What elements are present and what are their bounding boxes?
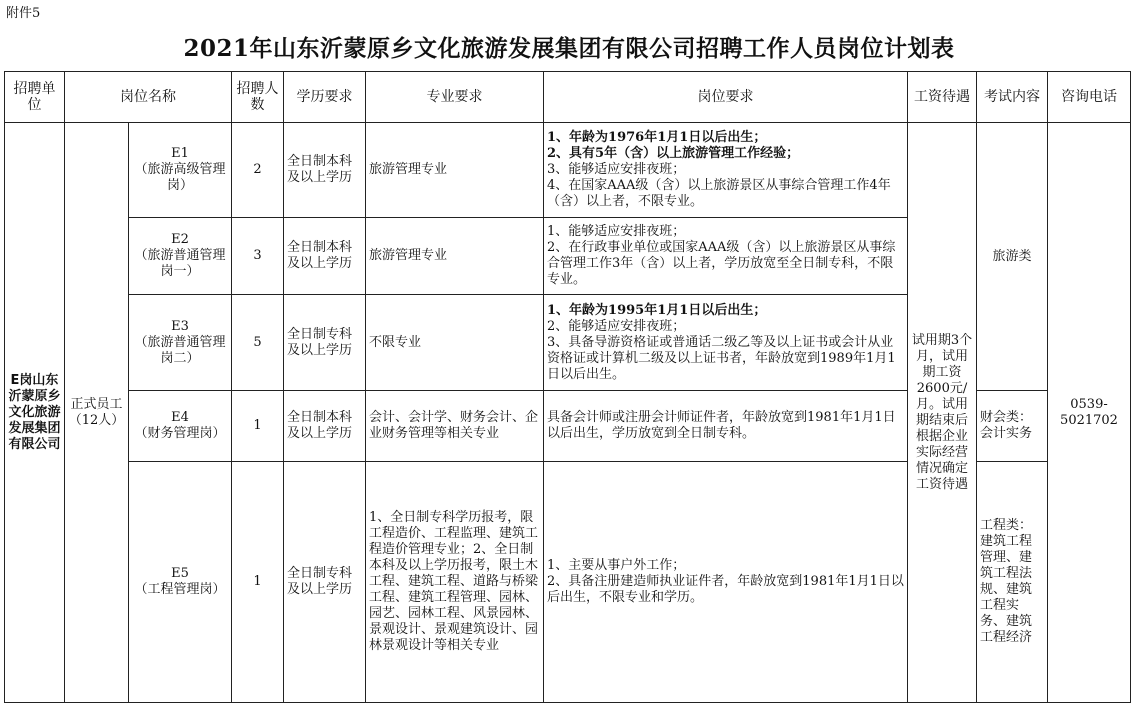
major-cell: 旅游管理专业	[366, 218, 544, 295]
education-cell: 全日制本科及以上学历	[284, 123, 366, 218]
requirement-line: 1、年龄为1976年1月1日以后出生；	[547, 130, 767, 145]
requirement-line: 3、能够适应安排夜班；	[547, 162, 686, 177]
position-code: E5	[171, 566, 189, 581]
major-cell: 1、全日制专科学历报考，限工程造价、工程监理、建筑工程造价管理专业；2、全日制本科及以上学历报考，限土木工程、建筑工程、道路与桥梁工程、建筑工程管理、园林、园艺、园林工程、风景园林、景观设计、景观建筑设计、园林景观设计等相关专业	[366, 462, 544, 703]
requirement-line: 1、能够适应安排夜班；	[547, 224, 686, 239]
position-cell	[129, 462, 232, 703]
count-cell: 5	[232, 295, 284, 391]
staff-type-cell: 正式员工（12人）	[65, 123, 129, 703]
recruitment-table	[4, 71, 1131, 703]
requirements-cell	[544, 462, 908, 703]
count-cell: 1	[232, 462, 284, 703]
requirement-line: 1、主要从事户外工作；	[547, 558, 686, 573]
count-cell: 1	[232, 391, 284, 462]
major-cell: 会计、会计学、财务会计、企业财务管理等相关专业	[366, 391, 544, 462]
education-cell: 全日制本科及以上学历	[284, 391, 366, 462]
requirements-cell	[544, 295, 908, 391]
education-cell: 全日制专科及以上学历	[284, 462, 366, 703]
position-title: （旅游普通管理岗一）	[134, 248, 226, 279]
position-code: E4	[171, 410, 189, 425]
requirement-line: 1、年龄为1995年1月1日以后出生；	[547, 302, 767, 318]
header-unit: 招聘单位	[5, 72, 65, 123]
requirements-cell	[544, 123, 908, 218]
position-title: （旅游高级管理岗）	[134, 162, 226, 193]
count-cell: 2	[232, 123, 284, 218]
requirements-cell	[544, 391, 908, 462]
position-title: （工程管理岗）	[134, 582, 226, 597]
count-cell: 3	[232, 218, 284, 295]
table-row	[5, 123, 1131, 218]
position-cell	[129, 295, 232, 391]
page-title: 2021年山东沂蒙原乡文化旅游发展集团有限公司招聘工作人员岗位计划表	[183, 35, 955, 62]
position-code: E1	[171, 146, 189, 161]
exam-engineering-cell: 工程类：建筑工程管理、建筑工程法规、建筑工程实务、建筑工程经济	[977, 462, 1048, 703]
requirement-line: 2、具备注册建造师执业证件者，年龄放宽到1981年1月1日以后出生，不限专业和学历。	[547, 574, 904, 605]
unit-cell: E岗山东沂蒙原乡文化旅游发展集团有限公司	[5, 123, 65, 703]
position-cell	[129, 391, 232, 462]
phone-cell: 0539-5021702	[1048, 123, 1131, 703]
header-count: 招聘人数	[232, 72, 284, 123]
requirements-cell	[544, 218, 908, 295]
header-education: 学历要求	[284, 72, 366, 123]
salary-cell: 试用期3个月，试用期工资2600元/月。试用期结束后根据企业实际经营情况确定工资待遇	[908, 123, 977, 703]
header-requirements: 岗位要求	[544, 72, 908, 123]
requirement-line: 2、具有5年（含）以上旅游管理工作经验；	[547, 146, 800, 161]
requirement-line: 4、在国家AAA级（含）以上旅游景区从事综合管理工作4年（含）以上者，不限专业。	[547, 178, 891, 209]
requirement-line: 2、能够适应安排夜班；	[547, 318, 686, 334]
header-salary: 工资待遇	[908, 72, 977, 123]
attachment-label: 附件5	[6, 6, 41, 21]
header-row	[5, 72, 1131, 123]
education-cell: 全日制专科及以上学历	[284, 295, 366, 391]
requirement-line: 2、在行政事业单位或国家AAA级（含）以上旅游景区从事综合管理工作3年（含）以上者，学历放宽至全日制专科，不限专业。	[547, 240, 896, 287]
major-cell: 旅游管理专业	[366, 123, 544, 218]
exam-finance-cell: 财会类：会计实务	[977, 391, 1048, 462]
header-exam: 考试内容	[977, 72, 1048, 123]
position-cell	[129, 218, 232, 295]
education-cell: 全日制本科及以上学历	[284, 218, 366, 295]
requirement-line: 具备会计师或注册会计师证件者，年龄放宽到1981年1月1日以后出生，学历放宽到全日制专科。	[547, 410, 896, 441]
major-cell: 不限专业	[366, 295, 544, 391]
position-cell	[129, 123, 232, 218]
header-major: 专业要求	[366, 72, 544, 123]
header-phone: 咨询电话	[1048, 72, 1131, 123]
header-position: 岗位名称	[65, 72, 232, 123]
position-code: E3	[171, 318, 189, 334]
exam-tourism-cell: 旅游类	[977, 123, 1048, 391]
requirement-line: 3、具备导游资格证或普通话二级乙等及以上证书或会计从业资格证或计算机二级及以上证书者，年龄放宽到1989年1月1日以后出生。	[547, 334, 896, 382]
position-title: （财务管理岗）	[134, 426, 226, 441]
position-code: E2	[171, 232, 189, 247]
position-title: （旅游普通管理岗二）	[134, 334, 226, 366]
